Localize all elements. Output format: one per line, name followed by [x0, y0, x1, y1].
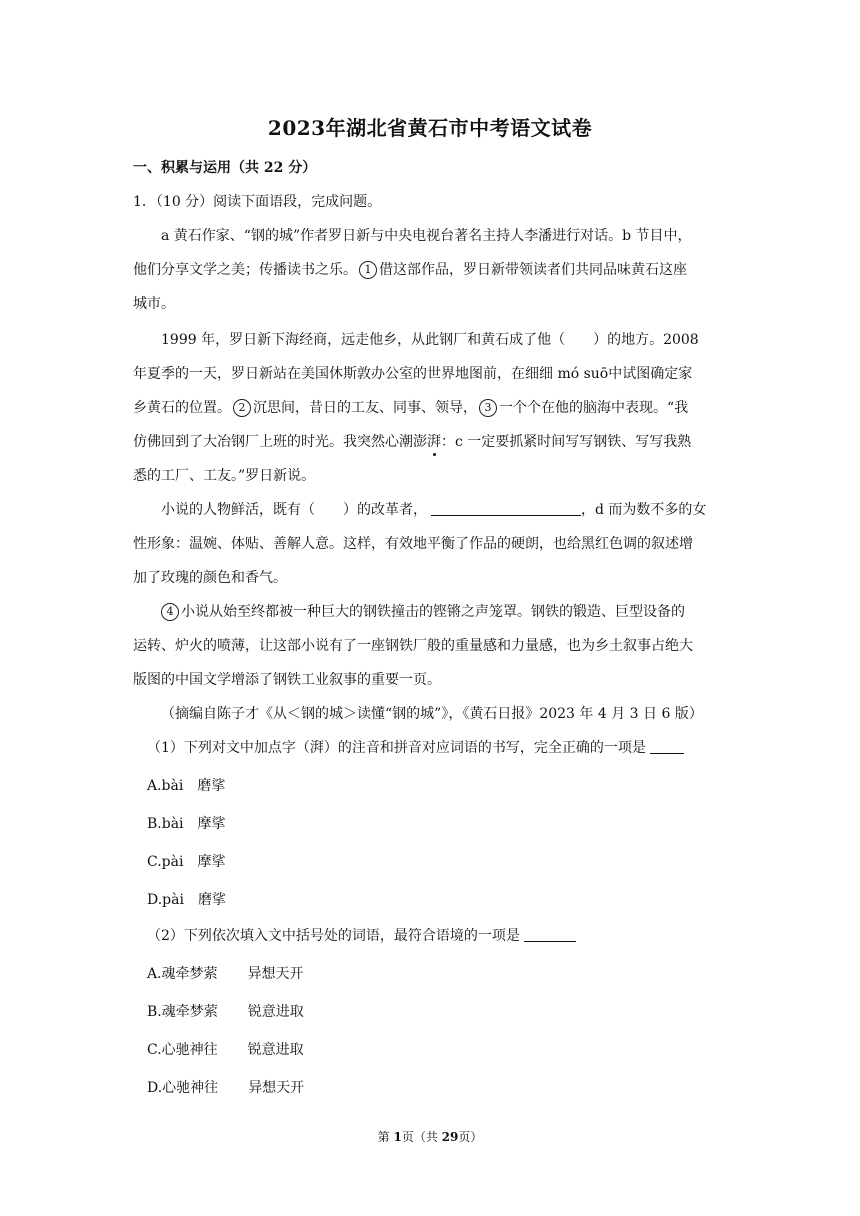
source-citation: （摘编自陈子才《从＜钢的城＞读懂“钢的城”》，《黄石日报》2023 年 4 月 3 日 6 版） [161, 706, 703, 722]
footer-text: 第 [377, 1130, 394, 1144]
option-label: B.bài [147, 816, 184, 832]
option-d[interactable] [147, 1078, 304, 1098]
dotted-character: 湃 [427, 434, 441, 450]
paragraph-3-text: ，d 而为数不多的女 [581, 502, 707, 518]
option-label: C.pài [147, 854, 184, 870]
option-a[interactable] [147, 776, 225, 796]
paragraph-4-line-2: 运转、炉火的喷薄，让这部小说有了一座钢铁厂般的重量感和力量感，也为乡土叙事占绝大 [133, 638, 693, 654]
option-text: 异想天开 [248, 1080, 305, 1096]
paragraph-4-text: 小说从始至终都被一种巨大的钢铁撞击的铿锵之声笼罩。钢铁的锻造、巨型设备的 [181, 604, 685, 620]
paragraph-1-line-2 [133, 260, 687, 280]
paragraph-2-line-4 [133, 432, 691, 452]
option-b[interactable] [147, 814, 226, 834]
paragraph-1-line-1: a 黄石作家、“钢的城”作者罗日新与中央电视台著名主持人李潘进行对话。b 节目中， [161, 228, 692, 244]
circled-number-marker: 3 [479, 399, 497, 417]
option-a[interactable] [147, 964, 304, 984]
option-label: A.bài [147, 778, 184, 794]
option-text: 磨挲 [197, 778, 226, 794]
paragraph-2-text: 一个个在他的脑海中表现。“我 [499, 400, 689, 416]
sub-question-2-stem [147, 926, 576, 946]
option-label: D.pài [147, 892, 184, 908]
option-label: A.魂牵梦萦 [147, 966, 218, 982]
paragraph-2-text: ）的地方。2008 [593, 332, 699, 348]
option-c[interactable] [147, 1040, 304, 1060]
paragraph-2-line-1 [161, 330, 699, 350]
paragraph-3-line-1 [161, 500, 706, 520]
paragraph-2-line-3 [133, 398, 688, 418]
sub-question-1-text: （1）下列对文中加点字（湃）的注音和拼音对应词语的书写，完全正确的一项是 [147, 740, 646, 756]
fill-blank[interactable] [431, 501, 581, 516]
sub-question-2-text: （2）下列依次填入文中括号处的词语，最符合语境的一项是 [147, 928, 520, 944]
paragraph-2-text: 沉思间，昔日的工友、同事、领导， [253, 400, 477, 416]
paragraph-3-text: 小说的人物鲜活，既有（ [161, 502, 315, 518]
paragraph-2-text: 仿佛回到了大冶钢厂上班的时光。我突然心潮澎 [133, 434, 427, 450]
paragraph-3-line-3: 加了玫瑰的颜色和香气。 [133, 570, 287, 586]
circled-number-marker: 2 [233, 399, 251, 417]
option-text: 锐意进取 [247, 1042, 304, 1058]
paragraph-2-line-5: 悉的工厂、工友。”罗日新说。 [133, 468, 316, 484]
section-heading: 一、积累与运用（共 22 分） [133, 160, 317, 176]
answer-blank[interactable] [524, 927, 576, 942]
option-label: B.魂牵梦萦 [147, 1004, 218, 1020]
circled-number-marker: 4 [161, 603, 179, 621]
sub-question-1-stem [147, 738, 684, 758]
option-text: 锐意进取 [247, 1004, 304, 1020]
option-text: 磨挲 [197, 892, 226, 908]
option-d[interactable] [147, 890, 226, 910]
option-c[interactable] [147, 852, 225, 872]
paragraph-4-line-1 [161, 602, 685, 622]
question-1-heading: 1．（10 分）阅读下面语段，完成问题。 [133, 194, 382, 210]
option-text: 异想天开 [247, 966, 304, 982]
paragraph-2-text: ：c 一定要抓紧时间写写钢铁、写写我熟 [441, 434, 692, 450]
paragraph-2-text: 1999 年，罗日新下海经商，远走他乡，从此钢厂和黄石成了他（ [161, 332, 566, 348]
page-title: 2023年湖北省黄石市中考语文试卷 [267, 116, 593, 140]
paragraph-2-text: 乡黄石的位置。 [133, 400, 231, 416]
page-number: 1 [393, 1130, 402, 1144]
option-text: 摩挲 [197, 854, 226, 870]
circled-number-marker: 1 [359, 261, 377, 279]
option-label: C.心驰神往 [147, 1042, 218, 1058]
answer-blank[interactable] [650, 739, 684, 754]
paragraph-2-line-2: 年夏季的一天，罗日新站在美国休斯敦办公室的世界地图前，在细细 mó suō中试图确定家 [133, 366, 693, 382]
footer-text: 页（共 [401, 1130, 442, 1144]
paragraph-3-text: ）的改革者， [343, 502, 427, 518]
total-pages: 29 [441, 1130, 459, 1144]
page-footer [0, 1128, 860, 1145]
paragraph-1-text: 借这部作品，罗日新带领读者们共同品味黄石这座 [379, 262, 687, 278]
paragraph-1-text: 他们分享文学之美；传播读书之乐。 [133, 262, 357, 278]
option-text: 摩挲 [197, 816, 226, 832]
paragraph-3-line-2: 性形象：温婉、体贴、善解人意。这样，有效地平衡了作品的硬朗，也给黑红色调的叙述增 [133, 536, 693, 552]
option-b[interactable] [147, 1002, 304, 1022]
option-label: D.心驰神往 [147, 1080, 219, 1096]
paragraph-1-line-3: 城市。 [133, 296, 175, 312]
paragraph-4-line-3: 版图的中国文学增添了钢铁工业叙事的重要一页。 [133, 672, 441, 688]
footer-text: 页） [458, 1130, 483, 1144]
